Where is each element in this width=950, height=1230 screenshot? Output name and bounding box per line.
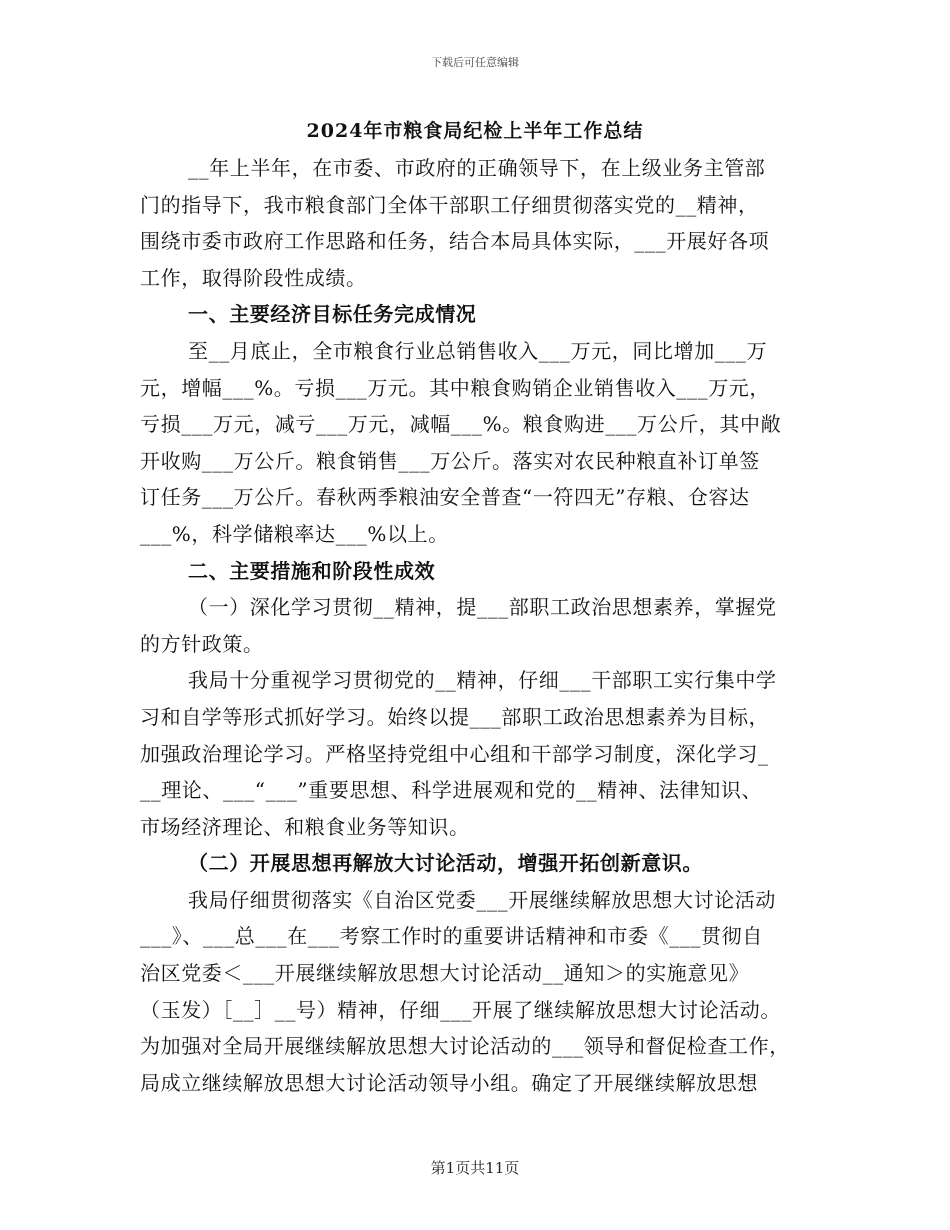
body-line: 亏损___万元，减亏___万元，减幅___%。粮食购进___万公斤，其中敞 [140, 412, 782, 437]
body-line: 加强政治理论学习。严格坚持党组中心组和干部学习制度，深化学习_ [140, 741, 769, 766]
body-line: 治区党委＜___开展继续解放思想大讨论活动__通知＞的实施意见》 [140, 961, 750, 986]
body-line: 开收购___万公斤。粮食销售___万公斤。落实对农民种粮直补订单签 [140, 448, 760, 473]
section-heading: 一、主要经济目标任务完成情况 [188, 302, 477, 327]
subsection-heading: （二）开展思想再解放大讨论活动，增强开拓创新意识。 [188, 851, 703, 876]
header-note: 下载后可任意编辑 [431, 56, 519, 69]
section-heading: 二、主要措施和阶段性成效 [188, 558, 436, 583]
body-line: （玉发）［__］__号）精神，仔细___开展了继续解放思想大讨论活动。 [140, 997, 781, 1022]
body-line: 局成立继续解放思想大讨论活动领导小组。确定了开展继续解放思想 [140, 1070, 758, 1095]
page-number: 第1页共11页 [430, 1159, 520, 1177]
body-line: 市场经济理论、和粮食业务等知识。 [140, 814, 470, 839]
body-line: __年上半年，在市委、市政府的正确领导下，在上级业务主管部 [188, 156, 766, 180]
subsection-heading: （一）深化学习贯彻__精神，提___部职工政治思想素养，掌握党 [188, 595, 777, 620]
body-line: 工作，取得阶段性成绩。 [140, 265, 367, 290]
body-line: 至__月底止，全市粮食行业总销售收入___万元，同比增加___万 [188, 338, 768, 363]
body-line: ___%，科学储粮率达___%以上。 [140, 521, 449, 546]
body-line: ___》、___总___在___考察工作时的重要讲话精神和市委《___贯彻自 [140, 924, 763, 949]
body-line: 的方针政策。 [140, 631, 264, 656]
body-line: __理论、___“___”重要思想、科学进展观和党的__精神、法律知识、 [140, 778, 763, 803]
body-line: 为加强对全局开展继续解放思想大讨论活动的___领导和督促检查工作， [140, 1034, 790, 1059]
body-line: 围绕市委市政府工作思路和任务，结合本局具体实际，___开展好各项 [140, 229, 770, 254]
body-line: 订任务___万公斤。春秋两季粮油安全普查“一符四无”存粮、仓容达 [140, 485, 750, 510]
body-line: 习和自学等形式抓好学习。始终以提___部职工政治思想素养为目标， [140, 704, 770, 729]
body-line: 我局仔细贯彻落实《自治区党委___开展继续解放思想大讨论活动 [188, 887, 776, 912]
body-line: 我局十分重视学习贯彻党的__精神，仔细___干部职工实行集中学 [188, 668, 777, 693]
document-title: 2024年市粮食局纪检上半年工作总结 [306, 120, 644, 142]
body-line: 门的指导下，我市粮食部门全体干部职工仔细贯彻落实党的__精神， [140, 192, 759, 217]
body-line: 元，增幅___%。亏损___万元。其中粮食购销企业销售收入___万元， [140, 375, 771, 400]
document-body [140, 150, 810, 1101]
